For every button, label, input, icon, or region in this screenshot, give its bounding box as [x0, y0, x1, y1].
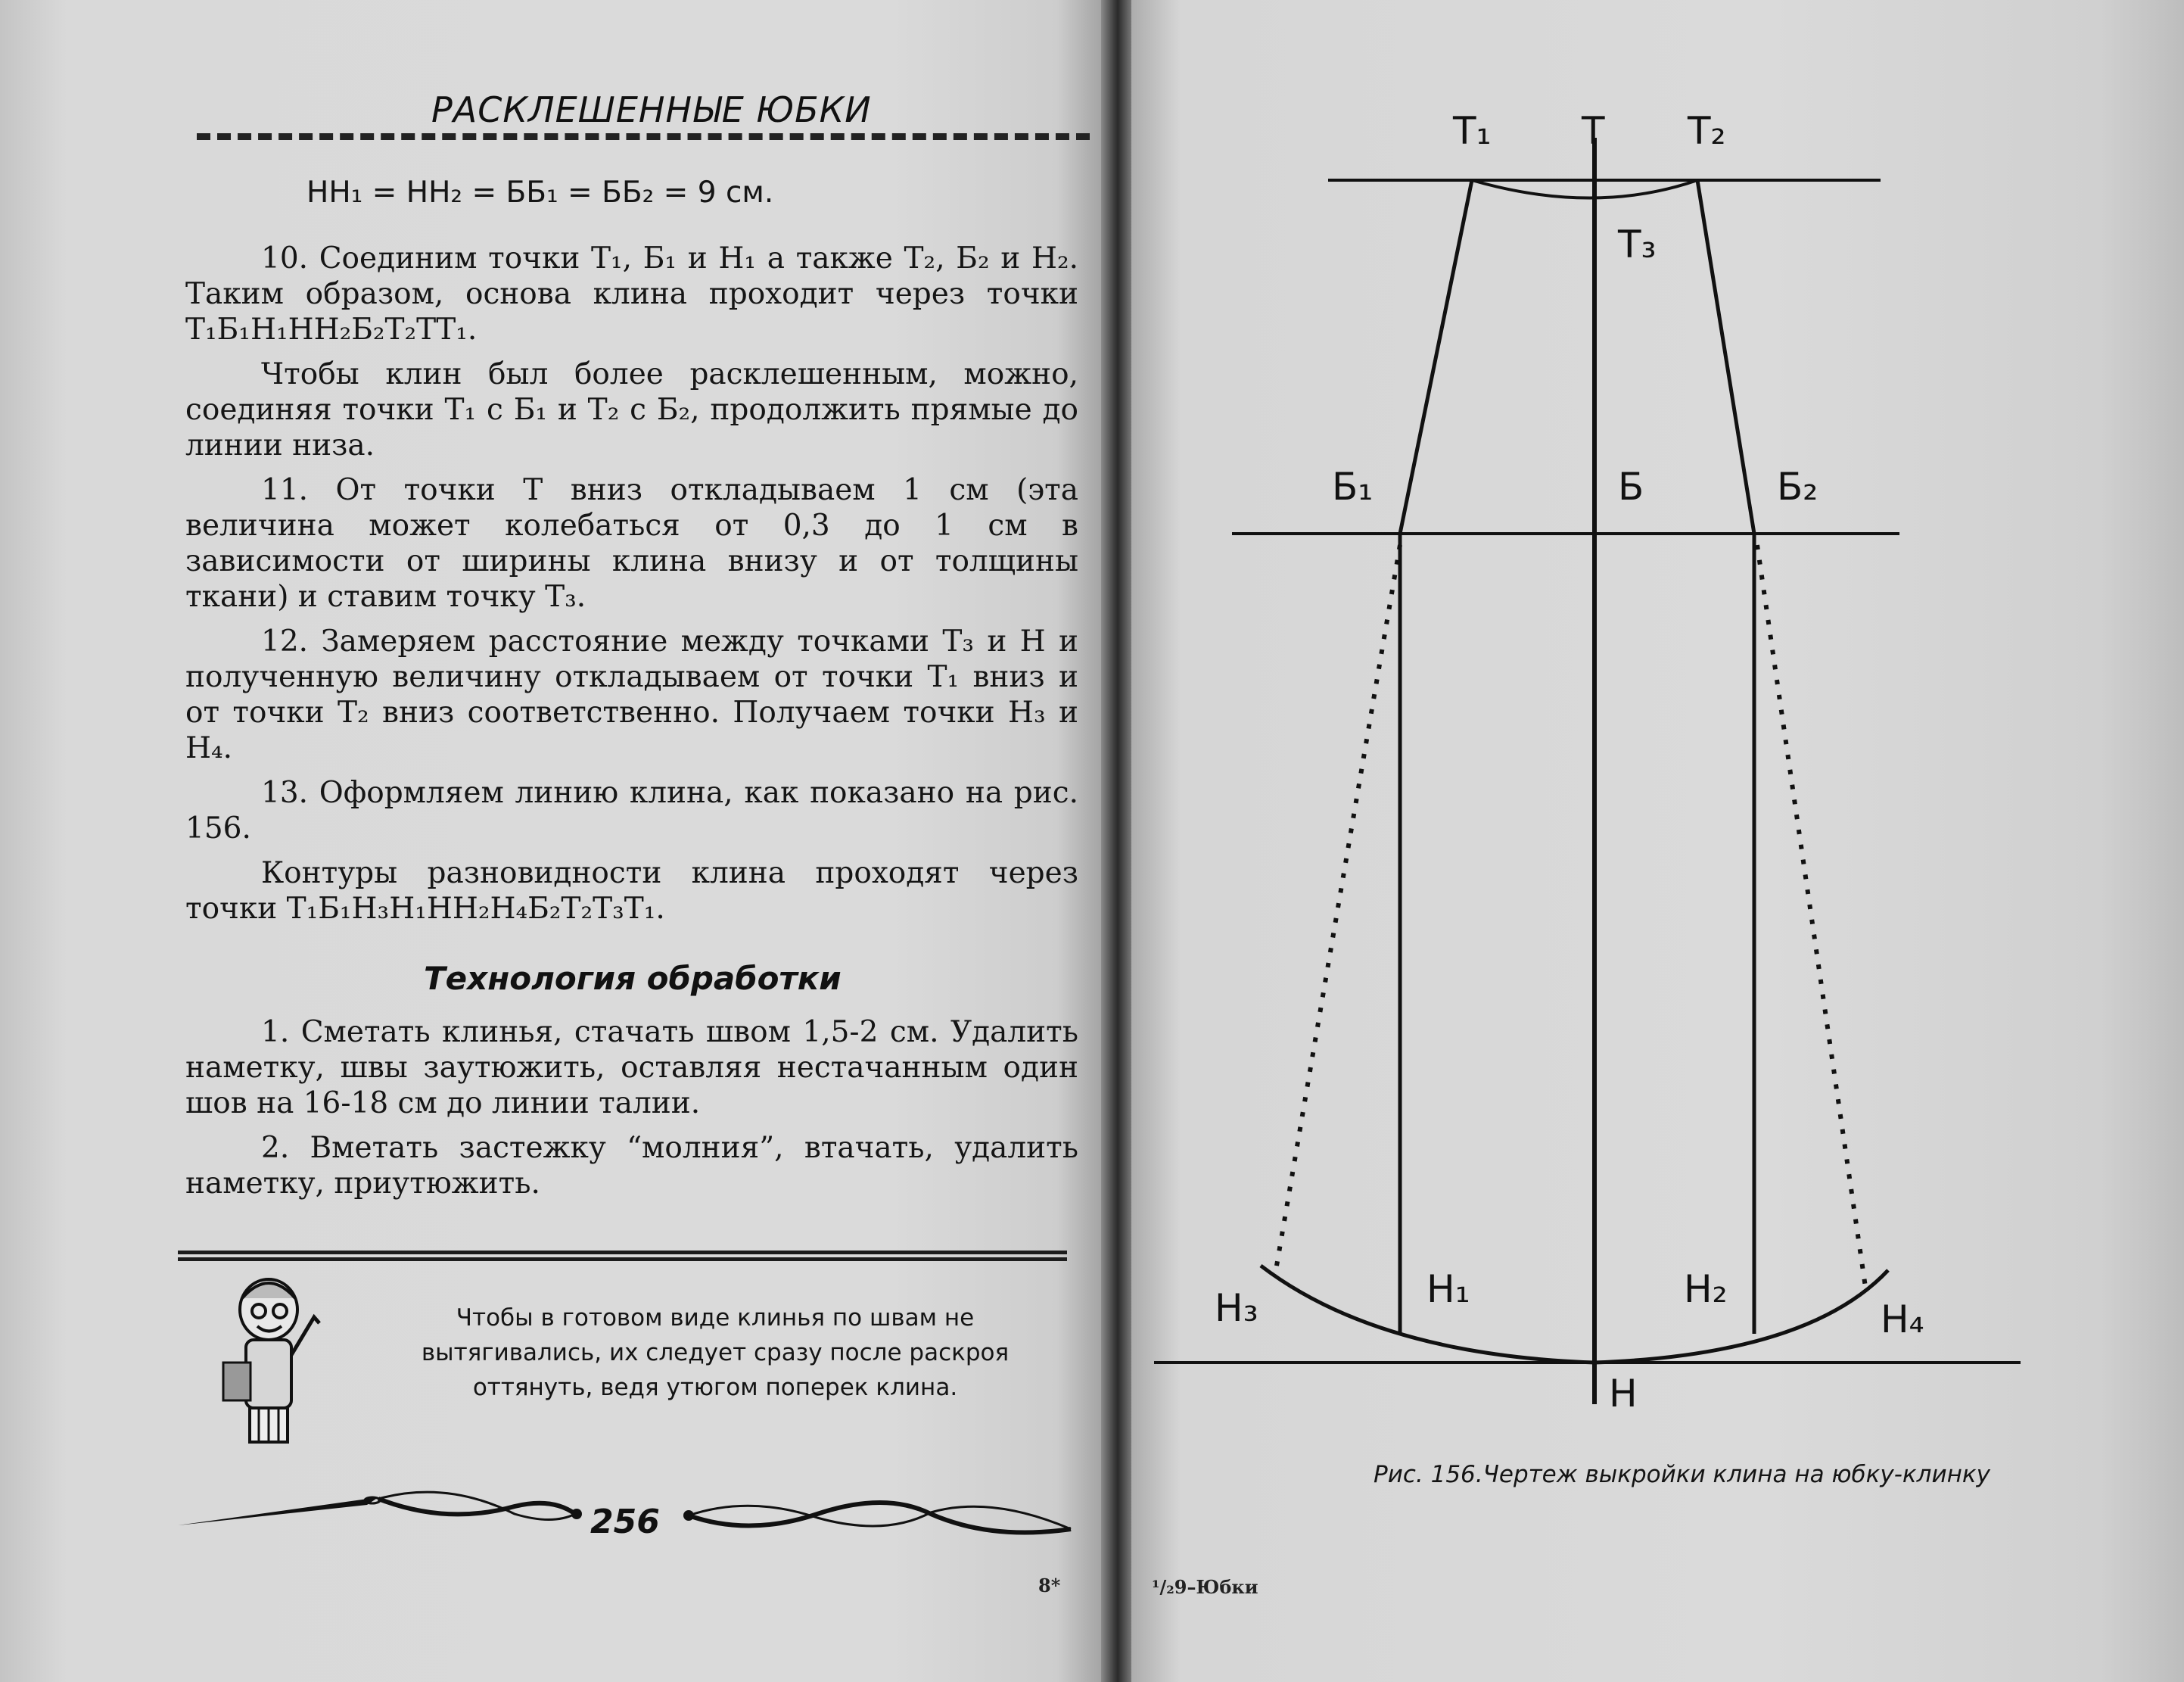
signature-mark-left: 8*: [1038, 1575, 1061, 1596]
instructions-block: [185, 241, 1078, 927]
left-flare-dotted-line: [1276, 545, 1400, 1270]
right-side-upper: [1697, 180, 1754, 534]
label-h1: Н₁: [1426, 1267, 1470, 1311]
label-t3: Т₃: [1618, 223, 1657, 266]
waist-curve: [1472, 180, 1697, 198]
header-dashed-rule: [197, 133, 1090, 140]
label-b: Б: [1618, 465, 1644, 509]
signature-mark-right: ¹/₂9–Юбки: [1152, 1576, 1258, 1598]
label-h: Н: [1609, 1372, 1638, 1416]
tailor-mascot-icon: [212, 1264, 325, 1453]
tech-step-1: 1. Сметать клинья, стачать швом 1,5-2 см. Удалить наметку, швы заутюжить, оставляя нестачанным один шов на 16-18 см до линии талии.: [185, 1015, 1078, 1120]
label-t2: Т₂: [1688, 109, 1726, 153]
paragraph-step-11: 11. От точки Т вниз откладываем 1 см (эта величина может колебаться от 0,3 до 1 см в зависимости от ширины клина внизу и от толщины ткани) и ставим точку Т₃.: [185, 473, 1078, 614]
label-h2: Н₂: [1684, 1267, 1728, 1311]
label-t: Т: [1582, 109, 1605, 153]
book-gutter: [1101, 0, 1131, 1682]
paragraph-step-10: 10. Соединим точки Т₁, Б₁ и Н₁ а также Т₂, Б₂ и Н₂. Таким образом, основа клина проходит через точки Т₁Б₁Н₁НН₂Б₂Т₂ТТ₁.: [185, 241, 1078, 347]
formula-line: НН₁ = НН₂ = ББ₁ = ББ₂ = 9 см.: [306, 176, 774, 210]
hem-curve: [1261, 1266, 1888, 1363]
section-title: Технология обработки: [424, 960, 842, 997]
label-b1: Б₁: [1332, 465, 1374, 509]
label-b2: Б₂: [1777, 465, 1818, 509]
paragraph-contours: Контуры разновидности клина проходят через точки Т₁Б₁Н₃Н₁НН₂Н₄Б₂Т₂Т₃Т₁.: [185, 856, 1078, 926]
paragraph-step-13: 13. Оформляем линию клина, как показано на рис. 156.: [185, 776, 1078, 846]
tip-text: Чтобы в готовом виде клинья по швам не вытягивались, их следует сразу после раскроя оттянуть, ведя утюгом поперек клина.: [421, 1304, 1010, 1401]
right-flare-dotted-line: [1757, 545, 1865, 1287]
page-number: 256: [590, 1503, 660, 1541]
tech-step-2: 2. Вметать застежку “молния”, втачать, удалить наметку, приутюжить.: [185, 1131, 1078, 1201]
label-h4: Н₄: [1881, 1297, 1924, 1341]
label-h3: Н₃: [1215, 1286, 1258, 1330]
gore-pattern-drawing: [1128, 0, 2184, 1682]
left-side-upper: [1400, 180, 1472, 534]
running-head: РАСКЛЕШЕННЫЕ ЮБКИ: [431, 89, 872, 130]
figure-caption: Рис. 156.Чертеж выкройки клина на юбку-клинку: [1374, 1461, 1990, 1488]
technology-block: [185, 1014, 1078, 1201]
paragraph-flare-note: Чтобы клин был более расклешенным, можно, соединяя точки Т₁ с Б₁ и Т₂ с Б₂, продолжить прямые до линии низа.: [185, 357, 1078, 463]
tip-double-rule: [178, 1251, 1067, 1261]
paragraph-step-12: 12. Замеряем расстояние между точками Т₃ и Н и полученную величину откладываем от точки Т₁ вниз и от точки Т₂ вниз соответственно. Получаем точки Н₃ и Н₄.: [185, 625, 1078, 765]
label-t1: Т₁: [1453, 109, 1492, 153]
